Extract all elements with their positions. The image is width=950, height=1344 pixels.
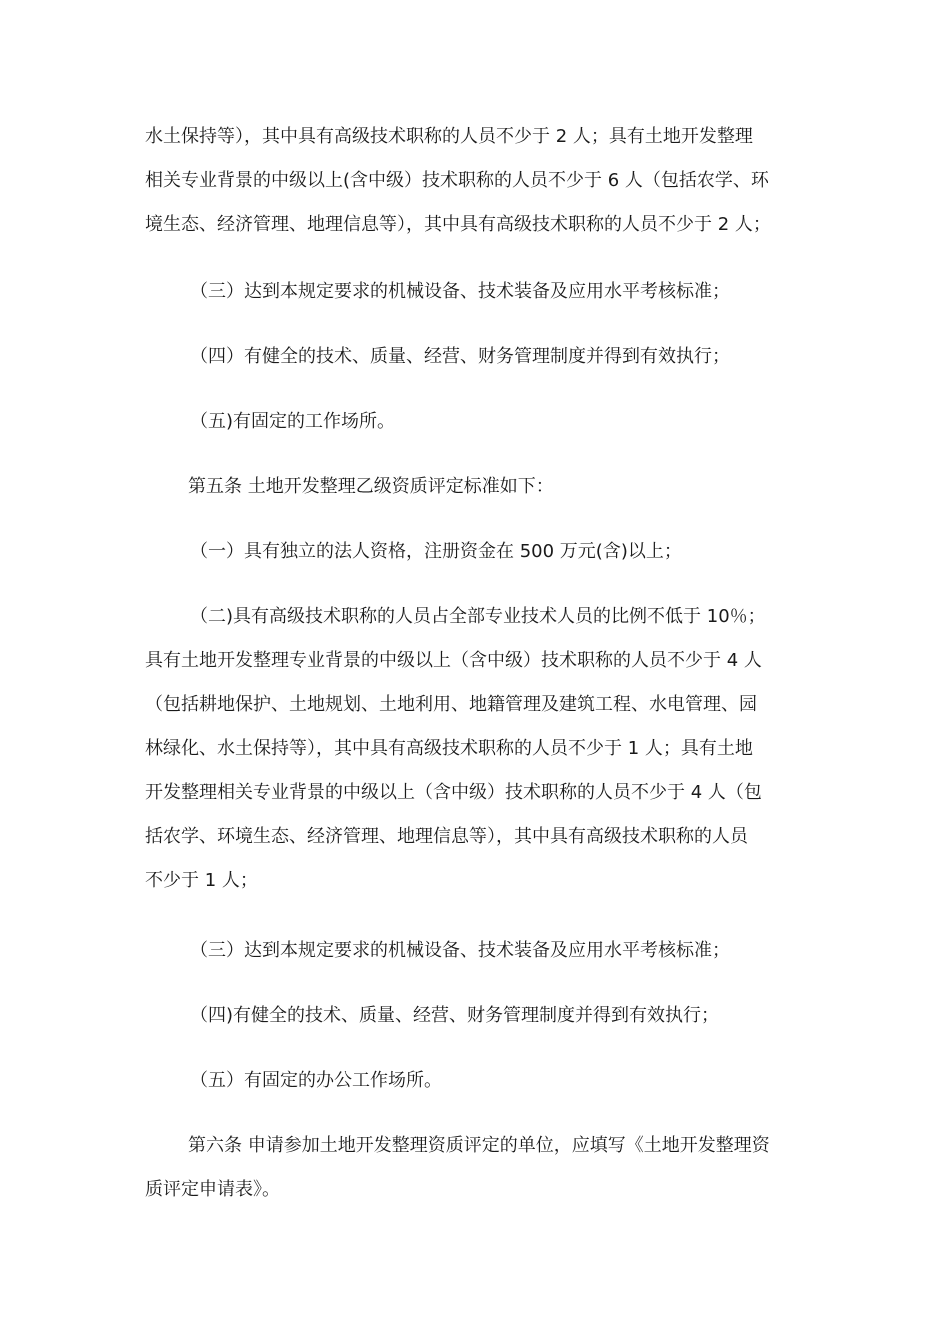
text-line: （包括耕地保护、土地规划、土地利用、地籍管理及建筑工程、水电管理、园	[145, 694, 757, 715]
text-line: 第六条 申请参加土地开发整理资质评定的单位，应填写《土地开发整理资	[188, 1135, 770, 1156]
paragraph-staff-requirements-continued	[145, 118, 810, 244]
paragraph-item-5	[190, 403, 855, 441]
text-line: （五）有固定的办公工作场所。	[190, 1070, 442, 1091]
text-line: 第五条 土地开发整理乙级资质评定标准如下：	[188, 476, 554, 497]
paragraph-b-item-1	[190, 533, 855, 571]
paragraph-item-3	[190, 273, 855, 311]
article-5-heading	[188, 468, 853, 506]
paragraph-b-item-3	[190, 932, 855, 970]
text-line: 不少于 1 人；	[145, 870, 258, 891]
paragraph-b-item-2	[145, 598, 810, 900]
text-line: 林绿化、水土保持等），其中具有高级技术职称的人员不少于 1 人；具有土地	[145, 738, 753, 759]
text-line: （二)具有高级技术职称的人员占全部专业技术人员的比例不低于 10％；	[190, 606, 766, 627]
text-line: 具有土地开发整理专业背景的中级以上（含中级）技术职称的人员不少于 4 人	[145, 650, 762, 671]
paragraph-b-item-5	[190, 1062, 855, 1100]
text-line: （四）有健全的技术、质量、经营、财务管理制度并得到有效执行；	[190, 346, 730, 367]
paragraph-item-4	[190, 338, 855, 376]
paragraph-b-item-4	[190, 997, 855, 1035]
text-line: （四)有健全的技术、质量、经营、财务管理制度并得到有效执行；	[190, 1005, 720, 1026]
text-line: （五)有固定的工作场所。	[190, 411, 396, 432]
text-line: 质评定申请表》。	[145, 1179, 280, 1200]
text-line: 境生态、经济管理、地理信息等），其中具有高级技术职称的人员不少于 2 人；	[145, 214, 771, 235]
article-6-paragraph	[145, 1127, 810, 1209]
text-line: 相关专业背景的中级以上(含中级）技术职称的人员不少于 6 人（包括农学、环	[145, 170, 769, 191]
text-line: 水土保持等），其中具有高级技术职称的人员不少于 2 人；具有土地开发整理	[145, 126, 753, 147]
text-line: （三）达到本规定要求的机械设备、技术装备及应用水平考核标准；	[190, 940, 730, 961]
text-line: 开发整理相关专业背景的中级以上（含中级）技术职称的人员不少于 4 人（包	[145, 782, 762, 803]
text-line: 括农学、环境生态、经济管理、地理信息等），其中具有高级技术职称的人员	[145, 826, 748, 847]
text-line: （三）达到本规定要求的机械设备、技术装备及应用水平考核标准；	[190, 281, 730, 302]
text-line: （一）具有独立的法人资格，注册资金在 500 万元(含)以上；	[190, 541, 682, 562]
